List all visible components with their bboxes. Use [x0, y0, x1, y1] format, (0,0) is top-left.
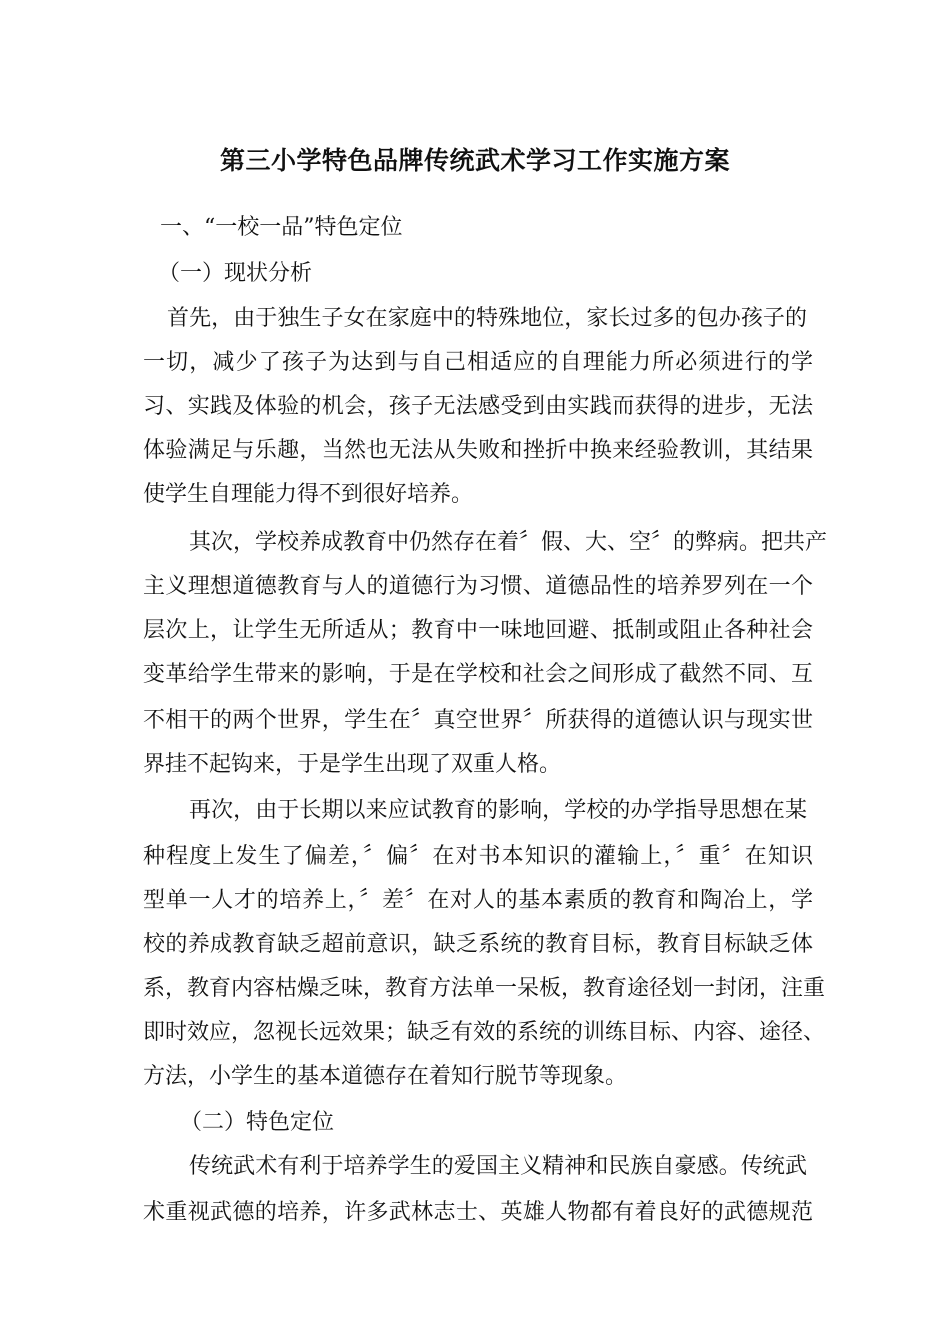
paragraph-line: 不相干的两个世界，学生在〞真空世界〞所获得的道德认识与现实世 — [143, 708, 813, 733]
paragraph-line: 界挂不起钩来，于是学生出现了双重人格。 — [143, 752, 562, 777]
paragraph-line: 其次，学校养成教育中仍然存在着〞假、大、空〞的弊病。把共产 — [189, 530, 828, 555]
paragraph-line: 传统武术有利于培养学生的爱国主义精神和民族自豪感。传统武 — [189, 1154, 807, 1179]
paragraph-line: 层次上，让学生无所适从；教育中一味地回避、抵制或阻止各种社会 — [143, 618, 813, 643]
paragraph-line: 种程度上发生了偏差，〞偏〞在对书本知识的灌输上，〞重〞在知识 — [143, 844, 813, 869]
paragraph-line: 变革给学生带来的影响，于是在学校和社会之间形成了截然不同、互 — [143, 662, 813, 687]
paragraph-line: 体验满足与乐趣，当然也无法从失败和挫折中换来经验教训，其结果 — [143, 438, 813, 463]
paragraph-line: 使学生自理能力得不到很好培养。 — [143, 482, 474, 507]
paragraph-line: 系，教育内容枯燥乏味，教育方法单一呆板，教育途径划一封闭，注重 — [143, 976, 826, 1001]
paragraph-line: 主义理想道德教育与人的道德行为习惯、道德品性的培养罗列在一个 — [143, 574, 813, 599]
paragraph-line: 再次，由于长期以来应试教育的影响，学校的办学指导思想在某 — [189, 798, 807, 823]
paragraph-line: 方法，小学生的基本道德存在着知行脱节等现象。 — [143, 1064, 628, 1089]
paragraph-line: 一切，减少了孩子为达到与自己相适应的自理能力所必须进行的学 — [143, 350, 813, 375]
paragraph-line: 首先，由于独生子女在家庭中的特殊地位，家长过多的包办孩子的 — [167, 306, 807, 331]
subsection-heading: （二）特色定位 — [180, 1110, 335, 1135]
paragraph-line: 术重视武德的培养，许多武林志士、英雄人物都有着良好的武德规范 — [143, 1200, 813, 1225]
paragraph-line: 型单一人才的培养上，〞差〞在对人的基本素质的教育和陶冶上，学 — [143, 888, 813, 913]
paragraph-line: 习、实践及体验的机会，孩子无法感受到由实践而获得的进步，无法 — [143, 394, 813, 419]
document-title: 第三小学特色品牌传统武术学习工作实施方案 — [219, 146, 730, 175]
subsection-heading: （一）现状分析 — [158, 261, 313, 286]
section-heading: 一、“一校一品”特色定位 — [160, 215, 403, 240]
paragraph-line: 校的养成教育缺乏超前意识，缺乏系统的教育目标，教育目标缺乏体 — [143, 932, 813, 957]
paragraph-line: 即时效应，忽视长远效果；缺乏有效的系统的训练目标、内容、途径、 — [143, 1020, 826, 1045]
